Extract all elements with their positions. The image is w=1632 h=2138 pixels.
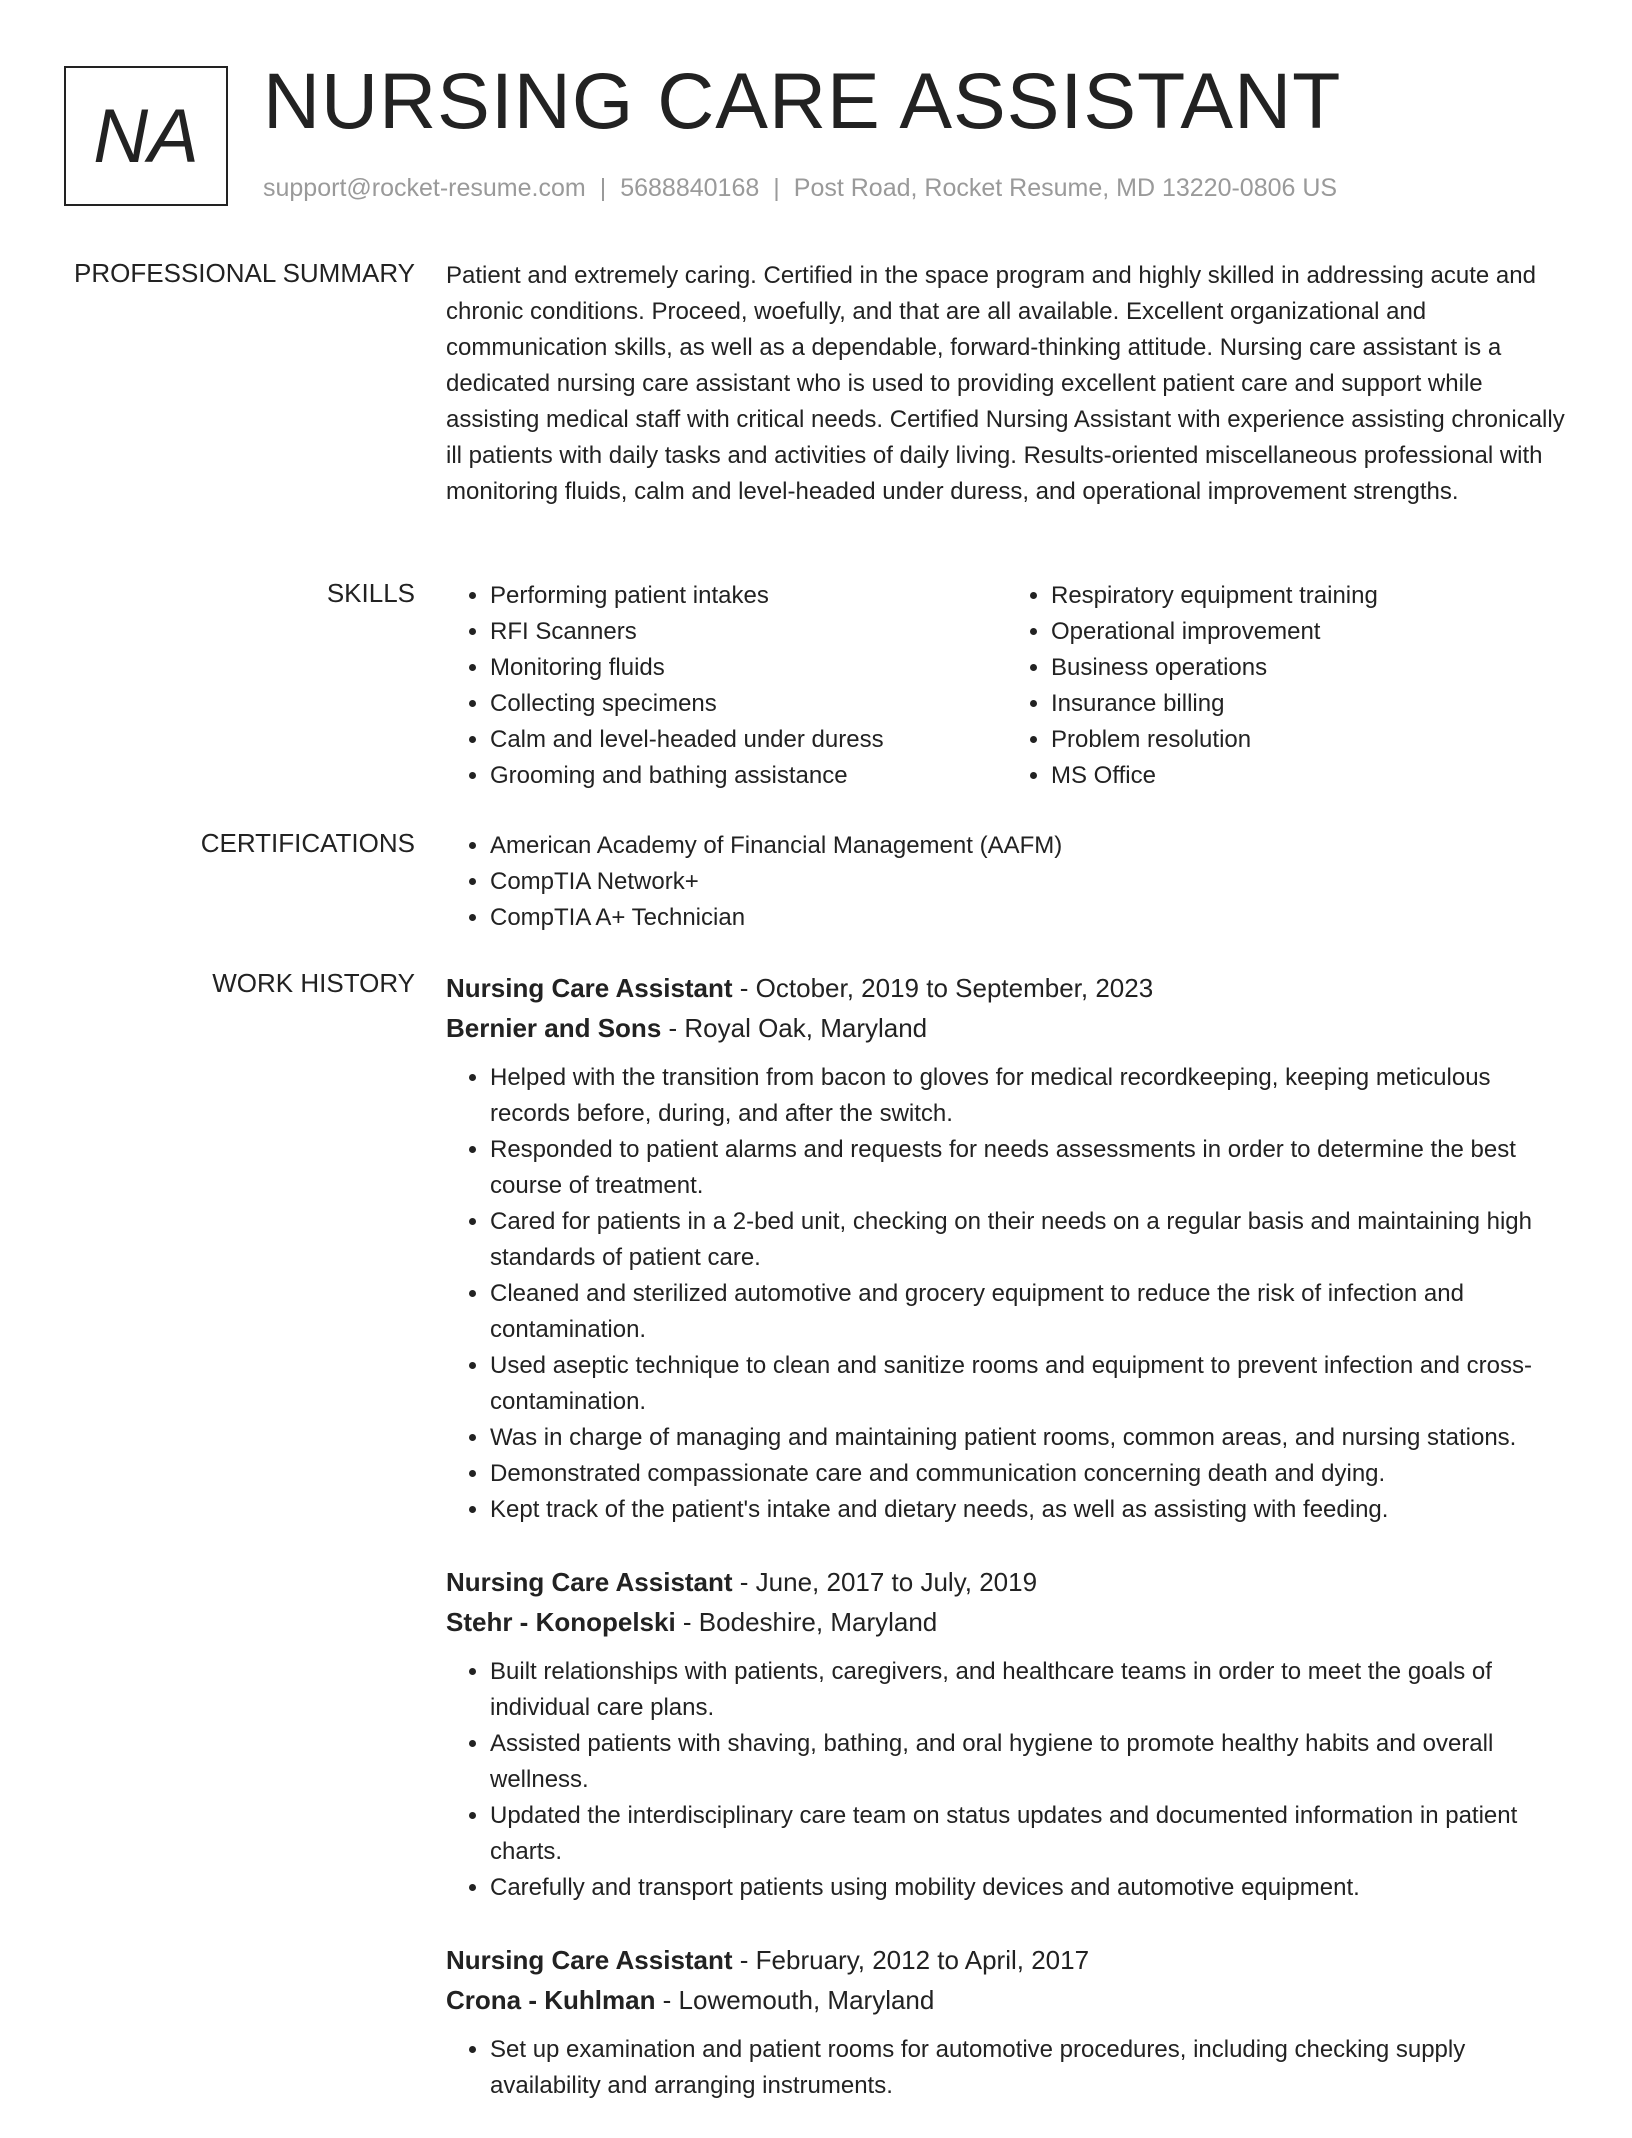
job-company: Stehr - Konopelski bbox=[446, 1607, 676, 1637]
contact-phone[interactable]: 5688840168 bbox=[620, 174, 760, 202]
skill-item: • Respiratory equipment training bbox=[1051, 578, 1568, 614]
job-bullet: • Cleaned and sterilized automotive and grocery equipment to reduce the risk of infection and contamination. bbox=[490, 1276, 1568, 1348]
job-bullet: • Set up examination and patient rooms for automotive procedures, including checking supply availability and arranging instruments. bbox=[490, 2032, 1568, 2104]
job-location: - Lowemouth, Maryland bbox=[655, 1985, 935, 2015]
skill-item: • MS Office bbox=[1051, 758, 1568, 794]
job-company: Crona - Kuhlman bbox=[446, 1985, 656, 2015]
job-bullets bbox=[446, 2032, 1568, 2104]
job-bullet: • Used aseptic technique to clean and sanitize rooms and equipment to prevent infection and cross-contamination. bbox=[490, 1348, 1568, 1420]
resume-title: NURSING CARE ASSISTANT bbox=[263, 56, 1342, 145]
skill-item: • Problem resolution bbox=[1051, 722, 1568, 758]
skill-item: • Insurance billing bbox=[1051, 686, 1568, 722]
job-bullet: • Carefully and transport patients using mobility devices and automotive equipment. bbox=[490, 1870, 1568, 1906]
skill-item: • Grooming and bathing assistance bbox=[490, 758, 1007, 794]
summary-text: Patient and extremely caring. Certified in the space program and highly skilled in addressing acute and chronic conditions. Proceed, woefully, and that are all available. Excellent organizational and communication skills, as well as a dependable, forward-thinking attitude. Nursing care assistant is a dedicated nursing care assistant who is used to providing excellent patient care and support while assisting medical staff with critical needs. Certified Nursing Assistant with experience assisting chronically ill patients with daily tasks and activities of daily living. Results-oriented miscellaneous professional with monitoring fluids, calm and level-headed under duress, and operational improvement strengths. bbox=[446, 262, 1565, 505]
job-dates: - June, 2017 to July, 2019 bbox=[732, 1567, 1038, 1597]
contact-separator: | bbox=[773, 174, 780, 202]
job-entry bbox=[446, 1940, 1568, 2104]
section-label-certifications: CERTIFICATIONS bbox=[200, 828, 415, 858]
section-label-summary: PROFESSIONAL SUMMARY bbox=[74, 258, 415, 288]
job-bullet: • Responded to patient alarms and requests for needs assessments in order to determine the best course of treatment. bbox=[490, 1132, 1568, 1204]
skill-item: • Calm and level-headed under duress bbox=[490, 722, 1007, 758]
job-entry bbox=[446, 968, 1568, 1528]
job-title: Nursing Care Assistant bbox=[446, 973, 733, 1003]
skill-item: • Business operations bbox=[1051, 650, 1568, 686]
job-bullet: • Helped with the transition from bacon to gloves for medical recordkeeping, keeping meticulous records before, during, and after the switch. bbox=[490, 1060, 1568, 1132]
job-title: Nursing Care Assistant bbox=[446, 1945, 733, 1975]
job-title: Nursing Care Assistant bbox=[446, 1567, 733, 1597]
skill-item: • Performing patient intakes bbox=[490, 578, 1007, 614]
skill-item: • Monitoring fluids bbox=[490, 650, 1007, 686]
job-company-line bbox=[446, 1980, 1568, 2020]
job-bullet: • Was in charge of managing and maintaining patient rooms, common areas, and nursing stations. bbox=[490, 1420, 1568, 1456]
initials-monogram: NA bbox=[64, 66, 228, 206]
certification-item: • American Academy of Financial Management (AAFM) bbox=[490, 828, 1568, 864]
job-bullet: • Built relationships with patients, caregivers, and healthcare teams in order to meet the goals of individual care plans. bbox=[490, 1654, 1568, 1726]
job-dates: - October, 2019 to September, 2023 bbox=[732, 973, 1154, 1003]
skill-item: • RFI Scanners bbox=[490, 614, 1007, 650]
job-location: - Royal Oak, Maryland bbox=[661, 1013, 928, 1043]
job-title-line bbox=[446, 968, 1568, 1008]
job-bullet: • Kept track of the patient's intake and dietary needs, as well as assisting with feeding. bbox=[490, 1492, 1568, 1528]
job-bullet: • Demonstrated compassionate care and communication concerning death and dying. bbox=[490, 1456, 1568, 1492]
skill-item: • Collecting specimens bbox=[490, 686, 1007, 722]
job-location: - Bodeshire, Maryland bbox=[675, 1607, 938, 1637]
certification-item: • CompTIA Network+ bbox=[490, 864, 1568, 900]
section-label-skills: SKILLS bbox=[326, 578, 415, 608]
certification-item: • CompTIA A+ Technician bbox=[490, 900, 1568, 936]
contact-line bbox=[263, 174, 1337, 203]
contact-separator: | bbox=[599, 174, 607, 202]
skills-list-right bbox=[1007, 578, 1568, 794]
job-company-line bbox=[446, 1008, 1568, 1048]
contact-address: Post Road, Rocket Resume, MD 13220-0806 US bbox=[793, 174, 1338, 202]
job-dates: - February, 2012 to April, 2017 bbox=[732, 1945, 1090, 1975]
job-title-line bbox=[446, 1562, 1568, 1602]
job-bullet: • Assisted patients with shaving, bathing, and oral hygiene to promote healthy habits and overall wellness. bbox=[490, 1726, 1568, 1798]
skills-list-left bbox=[446, 578, 1007, 794]
job-company-line bbox=[446, 1602, 1568, 1642]
job-bullet: • Updated the interdisciplinary care team on status updates and documented information in patient charts. bbox=[490, 1798, 1568, 1870]
section-label-work-history: WORK HISTORY bbox=[212, 968, 415, 998]
certifications-list bbox=[446, 828, 1568, 936]
job-bullets bbox=[446, 1060, 1568, 1528]
job-entry bbox=[446, 1562, 1568, 1906]
job-bullets bbox=[446, 1654, 1568, 1906]
job-company: Bernier and Sons bbox=[446, 1013, 662, 1043]
skill-item: • Operational improvement bbox=[1051, 614, 1568, 650]
job-title-line bbox=[446, 1940, 1568, 1980]
job-bullet: • Cared for patients in a 2-bed unit, checking on their needs on a regular basis and maintaining high standards of patient care. bbox=[490, 1204, 1568, 1276]
contact-email[interactable]: support@rocket-resume.com bbox=[263, 174, 586, 202]
